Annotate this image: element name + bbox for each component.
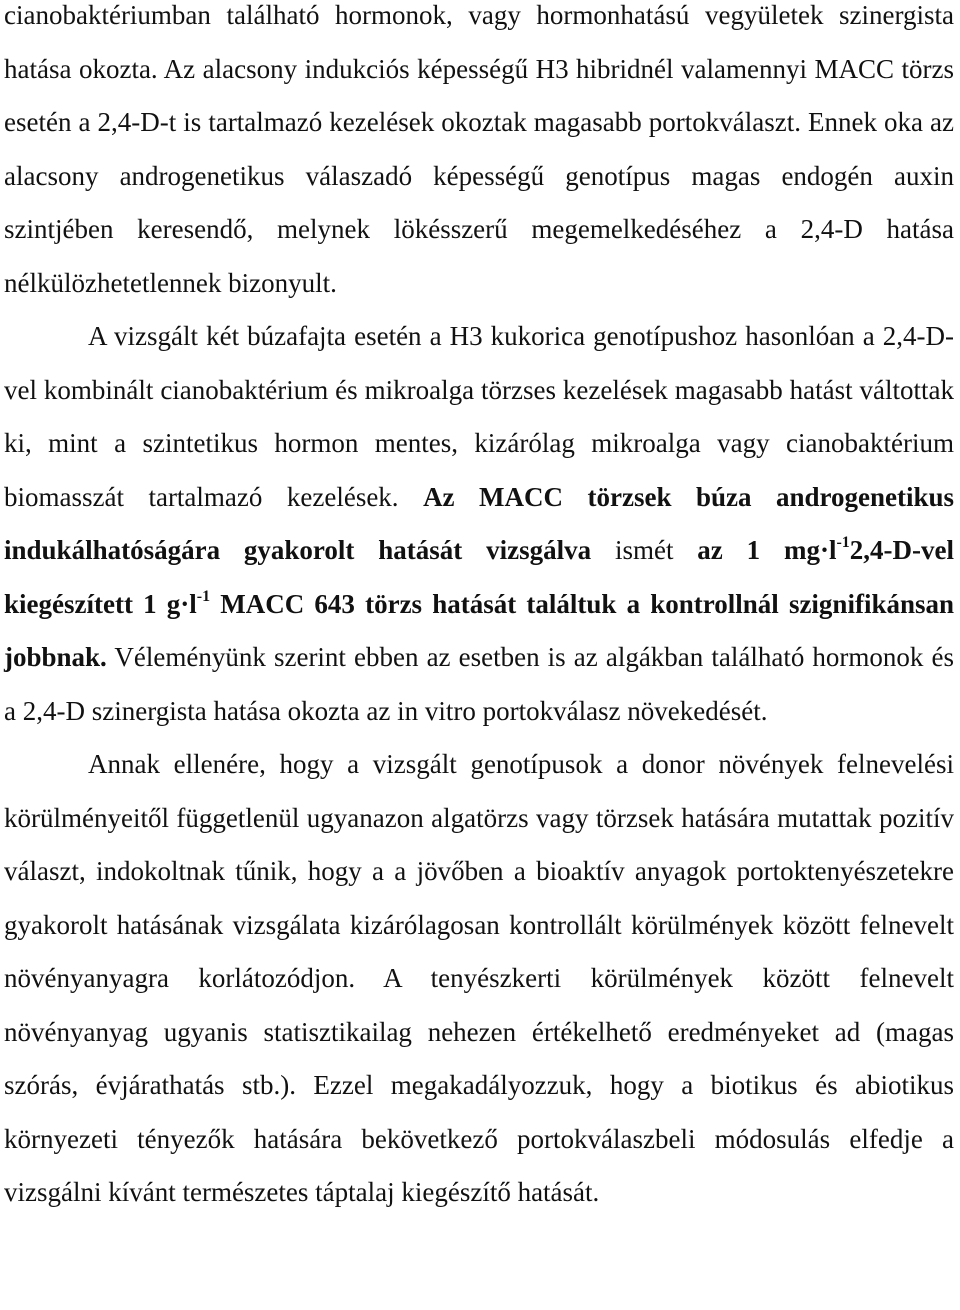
paragraph-2-bold-1: Az MACC törzsek búza androgenetikus indukálhatóságára gyakorolt hatását vizsgálva (4, 481, 954, 565)
paragraph-2-text-1: A vizsgált két búzafajta esetén a H3 kukorica genotípushoz hasonlóan a 2,4-D-vel kombinált cianobaktérium és mikroalga törzses kezelések magasabb hatást váltottak ki, mint a szintetikus hormon mentes, kizárólag mikroalga vagy cianobaktérium biomasszát tartalmazó kezelések. (4, 321, 954, 512)
paragraph-2-bold-2c: MACC 643 törzs hatását találtuk a kontrollnál szignifikánsan jobbnak. (4, 588, 954, 672)
superscript-1: -1 (836, 534, 850, 551)
paragraph-2-bold-2b: 2,4-D-vel kiegészített 1 g·l (4, 535, 955, 619)
paragraph-2-text-2: ismét (614, 535, 674, 565)
paragraph-1: cianobaktériumban található hormonok, vagy hormonhatású vegyületek szinergista hatása okozta. Az alacsony indukciós képességű H3 hibridnél valamennyi MACC törzs esetén a 2,4-D-t is tartalmazó kezelések okoztak magasabb portokválaszt. Ennek oka az alacsony androgenetikus válaszadó képességű genotípus magas endogén auxin szintjében keresendő, melynek lökésszerű megemelkedéséhez a 2,4-D hatása nélkülözhetetlennek bizonyult. (4, 0, 954, 298)
paragraph-2-text-3: Véleményünk szerint ebben az esetben is az algákban található hormonok és a 2,4-D szinergista hatása okozta az in vitro portokválasz növekedését. (4, 642, 954, 726)
superscript-2: -1 (196, 587, 211, 605)
paragraph-2-bold-2a: az 1 mg·l (697, 535, 837, 565)
paragraph-3: Annak ellenére, hogy a vizsgált genotípusok a donor növények felnevelési körülményeitől függetlenül ugyanazon algatörzs vagy törzsek hatására mutattak pozitív választ, indokoltnak tűnik, hogy a a jövőben a bioaktív anyagok portoktenyészetekre gyakorolt hatásának vizsgálata kizárólagosan kontrollált körülmények között felnevelt növényanyagra korlátozódjon. A tenyészkerti körülmények között felnevelt növényanyag ugyanis statisztikailag nehezen értékelhető eredményeket ad (magas szórás, évjárathatás stb.). Ezzel megakadályozzuk, hogy a biotikus és abiotikus környezeti tényezők hatására bekövetkező portokválaszbeli módosulás elfedje a vizsgálni kívánt természetes táptalaj kiegészítő hatását. (4, 749, 954, 1207)
paragraph-2 (4, 310, 954, 738)
